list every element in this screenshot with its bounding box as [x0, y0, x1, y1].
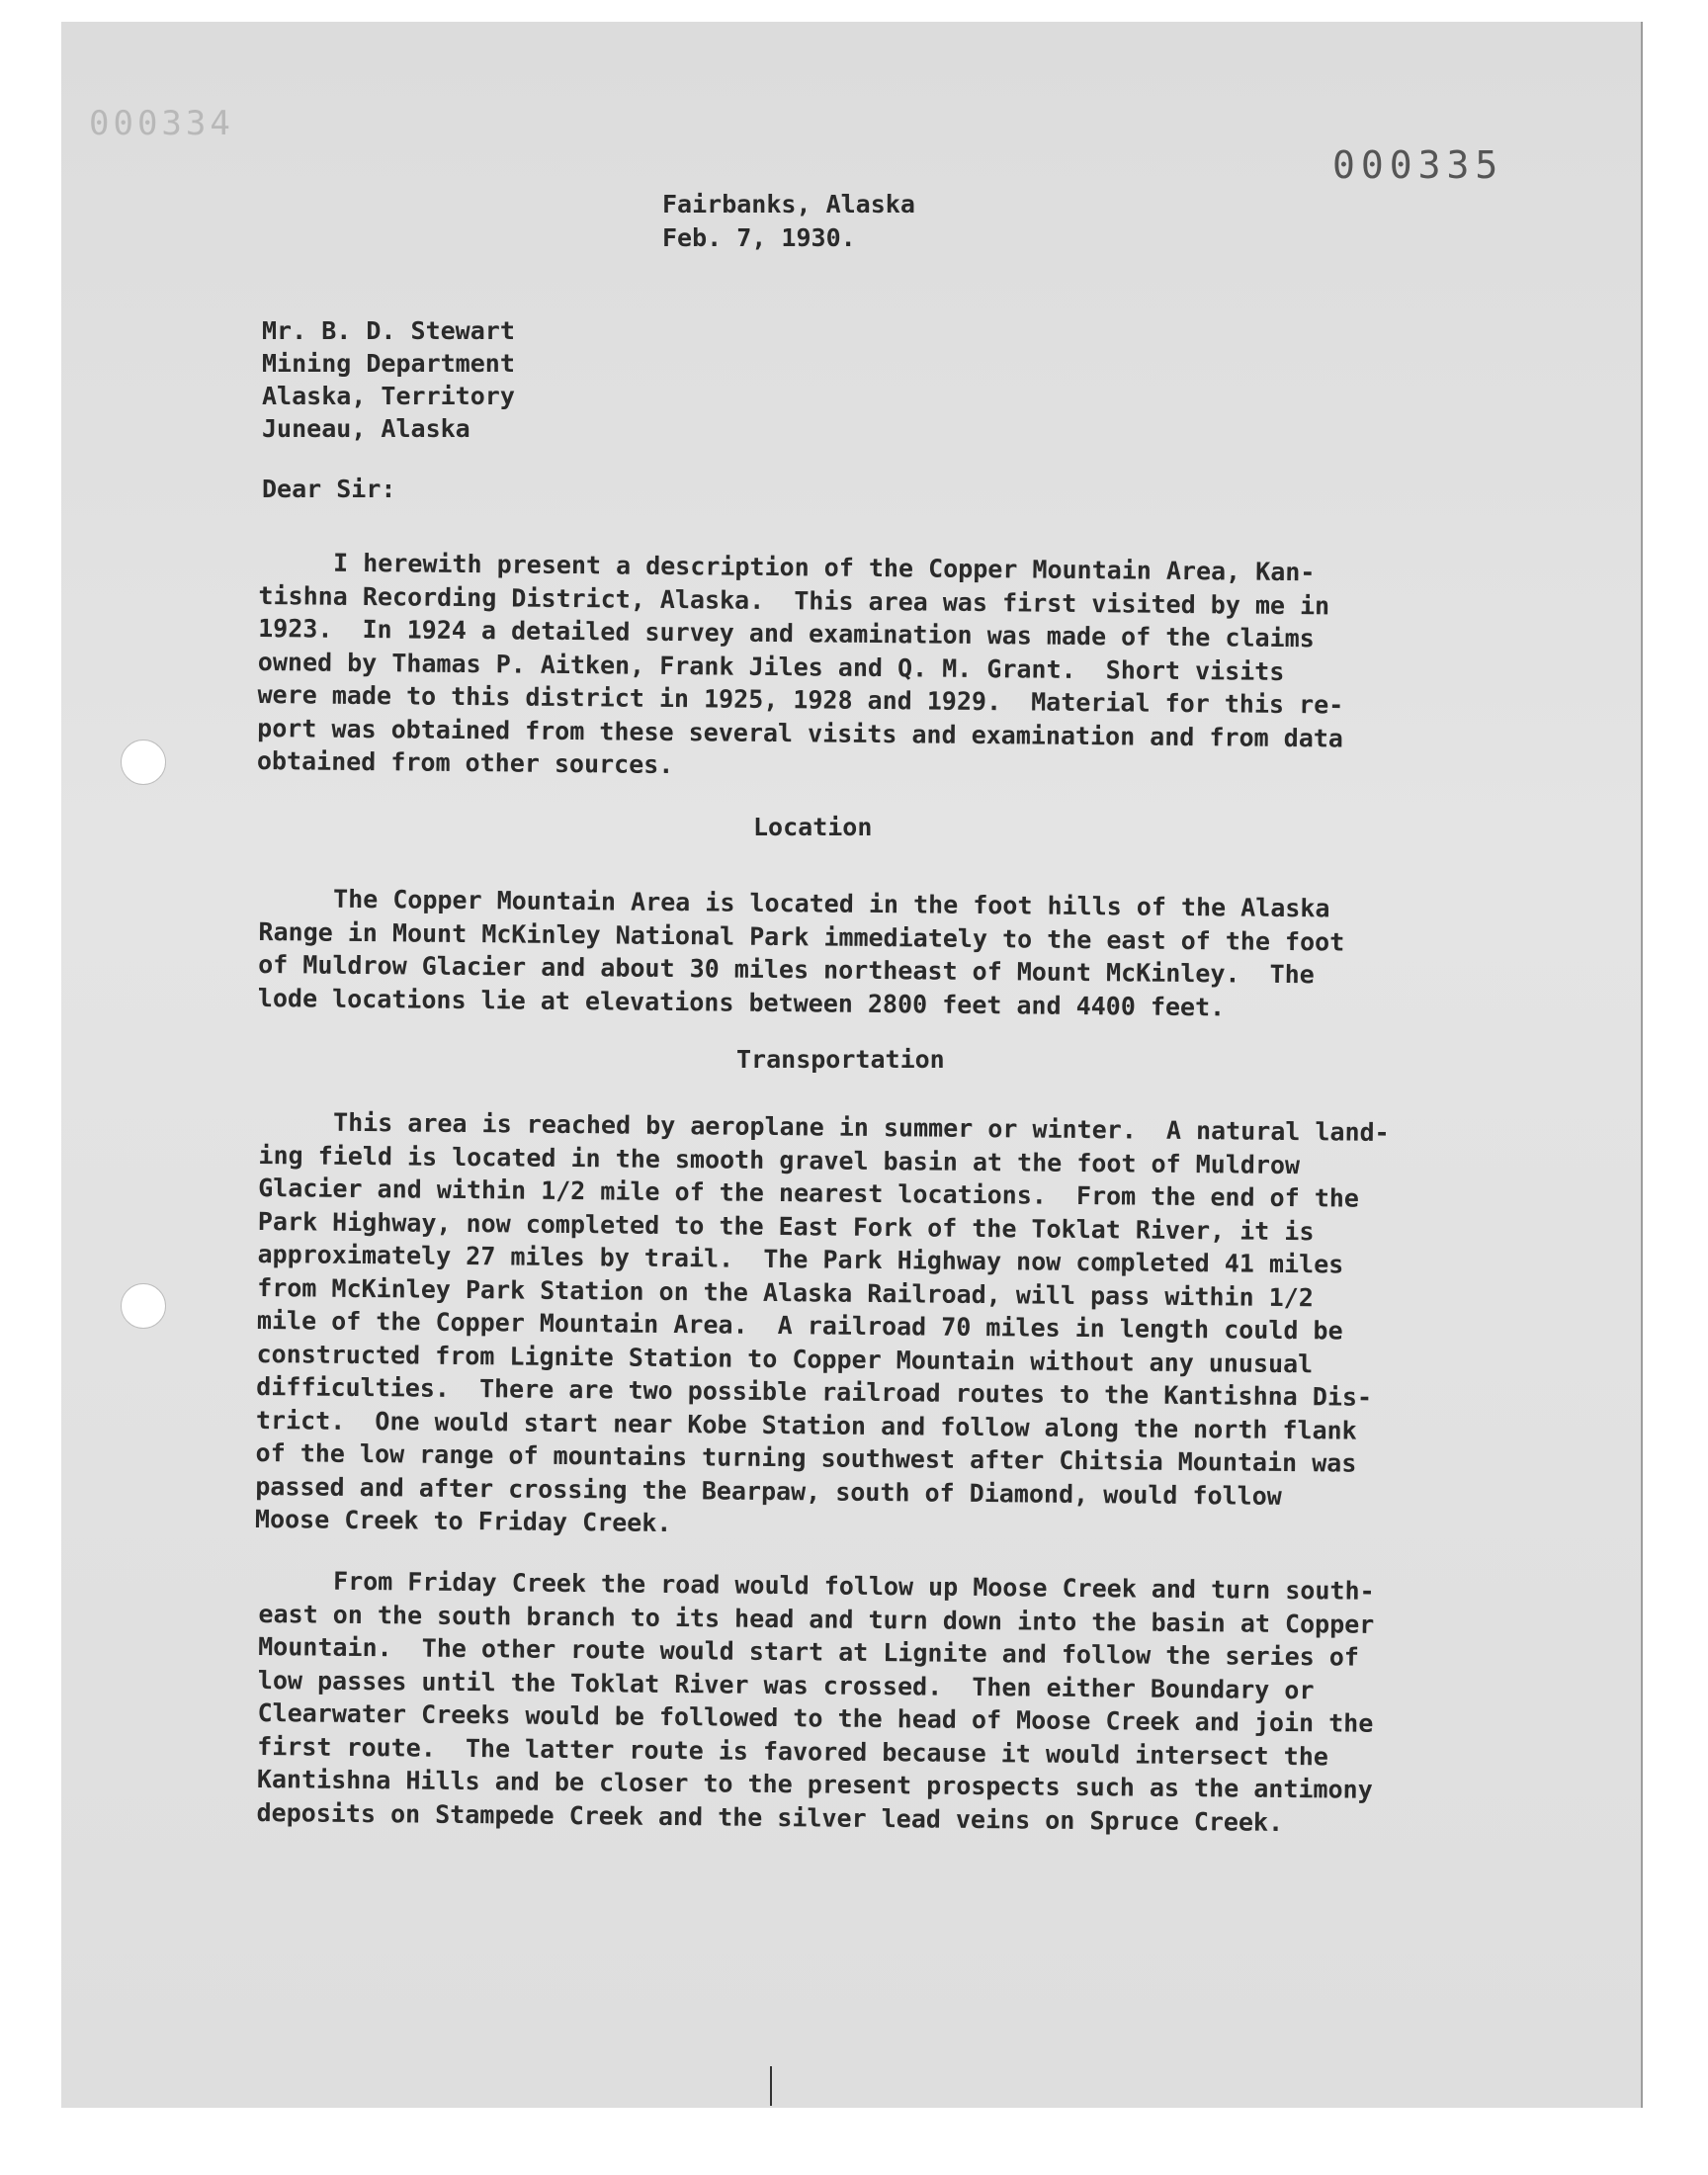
text-line: from McKinley Park Station on the Alaska Railroad, will pass within 1/2	[257, 1272, 1314, 1312]
route-paragraph	[256, 1564, 1374, 1840]
text-line: port was obtained from these several visits and examination and from data	[257, 713, 1344, 753]
page-mark	[770, 2066, 772, 2106]
text-line: Moose Creek to Friday Creek.	[254, 1504, 672, 1538]
location-paragraph	[258, 882, 1345, 1025]
text-line: east on the south branch to its head and turn down into the basin at Copper	[258, 1599, 1375, 1639]
location-heading: Location	[753, 813, 873, 841]
intro-paragraph	[257, 546, 1345, 788]
text-line: Clearwater Creeks would be followed to the head of Moose Creek and join the	[257, 1697, 1374, 1738]
text-line: lode locations lie at elevations between 2800 feet and 4400 feet.	[257, 983, 1226, 1021]
text-line: obtained from other sources.	[256, 745, 674, 780]
text-line: 1923. In 1924 a detailed survey and examination was made of the claims	[258, 613, 1315, 653]
salutation: Dear Sir:	[262, 475, 396, 503]
address-line: Alaska, Territory	[262, 382, 515, 410]
transportation-heading: Transportation	[736, 1045, 945, 1074]
text-line: ing field is located in the smooth gravel basin at the foot of Muldrow	[258, 1140, 1301, 1179]
address-line: Mining Department	[262, 349, 515, 378]
dateline-date: Feb. 7, 1930.	[662, 223, 856, 252]
punch-hole-upper	[121, 740, 166, 785]
text-line: owned by Thamas P. Aitken, Frank Jiles and Q. M. Grant. Short visits	[257, 647, 1285, 686]
text-line: low passes until the Toklat River was crossed. Then either Boundary or	[257, 1665, 1315, 1704]
address-line: Juneau, Alaska	[262, 414, 470, 443]
punch-hole-lower	[121, 1283, 166, 1329]
bates-number: 000335	[1332, 143, 1504, 187]
faded-bates-number: 000334	[89, 104, 234, 143]
text-line: passed and after crossing the Bearpaw, south of Diamond, would follow	[255, 1471, 1282, 1511]
text-line: of the low range of mountains turning southwest after Chitsia Mountain was	[255, 1437, 1357, 1478]
text-line: Kantishna Hills and be closer to the present prospects such as the antimony	[256, 1764, 1373, 1804]
text-line: difficulties. There are two possible railroad routes to the Kantishna Dis-	[256, 1371, 1373, 1412]
text-line: were made to this district in 1925, 1928 and 1929. Material for this re-	[257, 679, 1344, 720]
text-line: deposits on Stampede Creek and the silver lead veins on Spruce Creek.	[256, 1797, 1284, 1837]
text-line: of Muldrow Glacier and about 30 miles northeast of Mount McKinley. The	[258, 949, 1315, 990]
dateline-place: Fairbanks, Alaska	[662, 190, 915, 218]
recipient-address	[262, 314, 515, 445]
text-line: mile of the Copper Mountain Area. A railroad 70 miles in length could be	[256, 1305, 1343, 1346]
text-line: This area is reached by aeroplane in summer or winter. A natural land-	[258, 1106, 1390, 1147]
text-line: Glacier and within 1/2 mile of the nearest locations. From the end of the	[258, 1173, 1360, 1213]
address-line: Mr. B. D. Stewart	[262, 316, 515, 345]
text-line: constructed from Lignite Station to Copper Mountain without any unusual	[256, 1339, 1314, 1378]
text-line: The Copper Mountain Area is located in the foot hills of the Alaska	[258, 883, 1330, 923]
text-line: Mountain. The other route would start at Lignite and follow the series of	[258, 1631, 1360, 1672]
text-line: tishna Recording District, Alaska. This area was first visited by me in	[258, 580, 1330, 620]
dateline	[662, 188, 915, 255]
text-line: Park Highway, now completed to the East Fork of the Toklat River, it is	[257, 1206, 1315, 1246]
text-line: first route. The latter route is favored because it would intersect the	[257, 1731, 1329, 1771]
text-line: I herewith present a description of the Copper Mountain Area, Kan-	[258, 547, 1316, 587]
text-line: trict. One would start near Kobe Station and follow along the north flank	[255, 1405, 1357, 1445]
transportation-paragraph	[255, 1105, 1390, 1546]
text-line: Range in Mount McKinley National Park immediately to the east of the foot	[258, 916, 1345, 957]
text-line: approximately 27 miles by trail. The Park Highway now completed 41 miles	[257, 1239, 1344, 1279]
text-line: From Friday Creek the road would follow up Moose Creek and turn south-	[258, 1565, 1375, 1606]
